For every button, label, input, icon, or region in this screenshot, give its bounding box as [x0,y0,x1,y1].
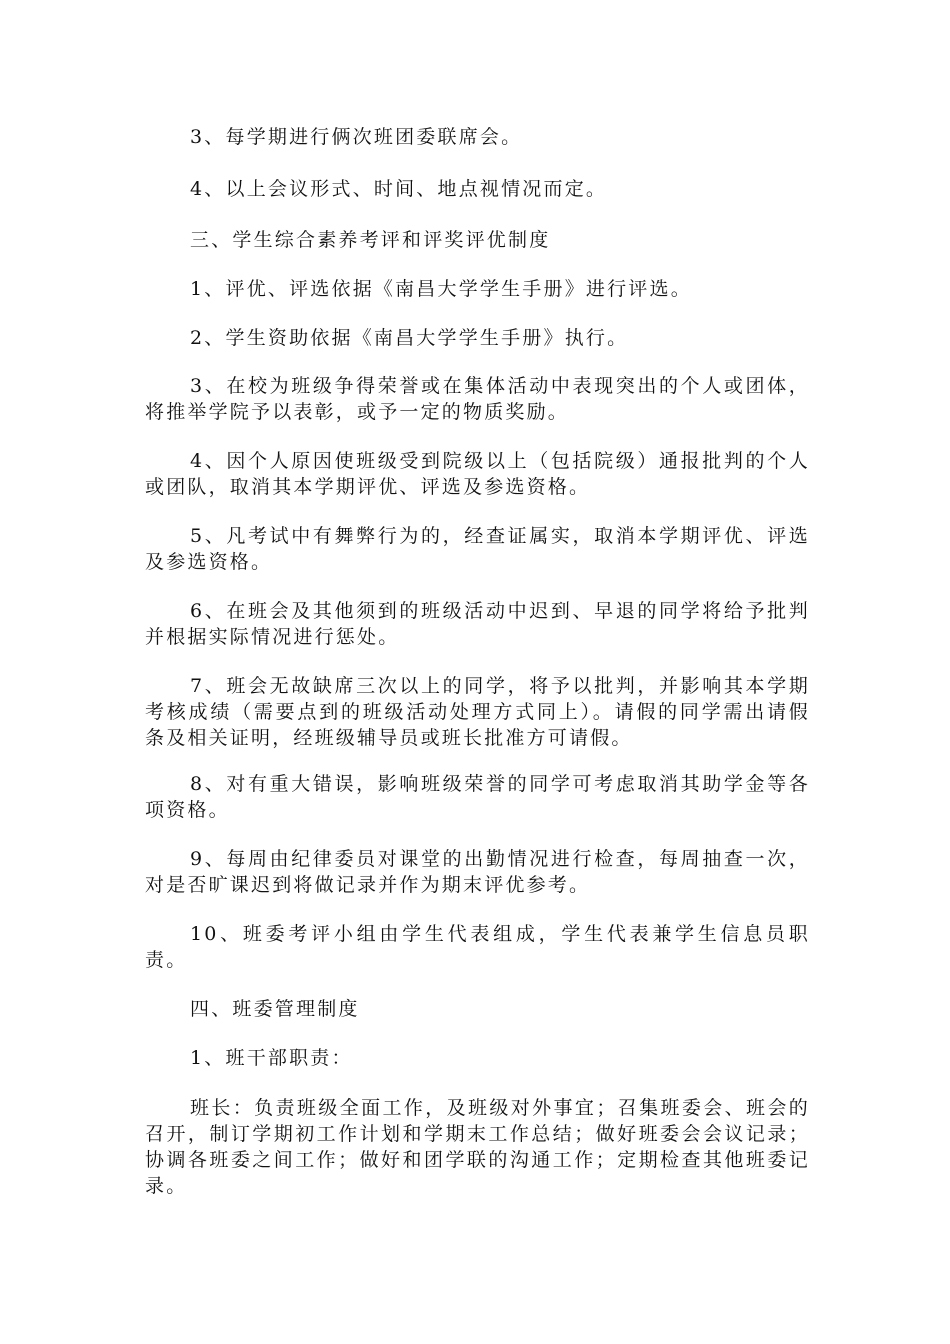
paragraph-meeting-3: 3、每学期进行俩次班团委联席会。 [190,126,523,148]
paragraph-award-10: 10、班委考评小组由学生代表组成，学生代表兼学生信息员职责。 [145,923,810,971]
paragraph-meeting-4: 4、以上会议形式、时间、地点视情况而定。 [190,178,608,200]
section-heading-3: 三、学生综合素养考评和评奖评优制度 [190,229,551,251]
paragraph-award-7: 7、班会无故缺席三次以上的同学，将予以批判，并影响其本学期考核成绩（需要点到的班级活动处理方式同上）。请假的同学需出请假条及相关证明，经班级辅导员或班长批准方可请假。 [145,675,810,749]
paragraph-award-1: 1、评优、评选依据《南昌大学学生手册》进行评选。 [190,278,692,300]
paragraph-award-8: 8、对有重大错误，影响班级荣誉的同学可考虑取消其助学金等各项资格。 [145,773,810,821]
paragraph-award-2: 2、学生资助依据《南昌大学学生手册》执行。 [190,327,629,349]
paragraph-award-9: 9、每周由纪律委员对课堂的出勤情况进行检查，每周抽查一次，对是否旷课迟到将做记录并作为期末评优参考。 [145,848,810,896]
paragraph-award-6: 6、在班会及其他须到的班级活动中迟到、早退的同学将给予批判并根据实际情况进行惩处。 [145,600,810,648]
paragraph-award-3: 3、在校为班级争得荣誉或在集体活动中表现突出的个人或团体，将推举学院予以表彰，或予一定的物质奖励。 [145,375,810,423]
paragraph-monitor-duty: 班长：负责班级全面工作，及班级对外事宜；召集班委会、班会的召开，制订学期初工作计划和学期末工作总结；做好班委会会议记录；协调各班委之间工作；做好和团学联的沟通工作；定期检查其他班委记录。 [145,1097,810,1197]
paragraph-duty-1: 1、班干部职责： [190,1047,353,1069]
paragraph-award-5: 5、凡考试中有舞弊行为的，经查证属实，取消本学期评优、评选及参选资格。 [145,525,810,573]
section-heading-4: 四、班委管理制度 [190,998,360,1020]
paragraph-award-4: 4、因个人原因使班级受到院级以上（包括院级）通报批判的个人或团队，取消其本学期评优、评选及参选资格。 [145,450,810,498]
